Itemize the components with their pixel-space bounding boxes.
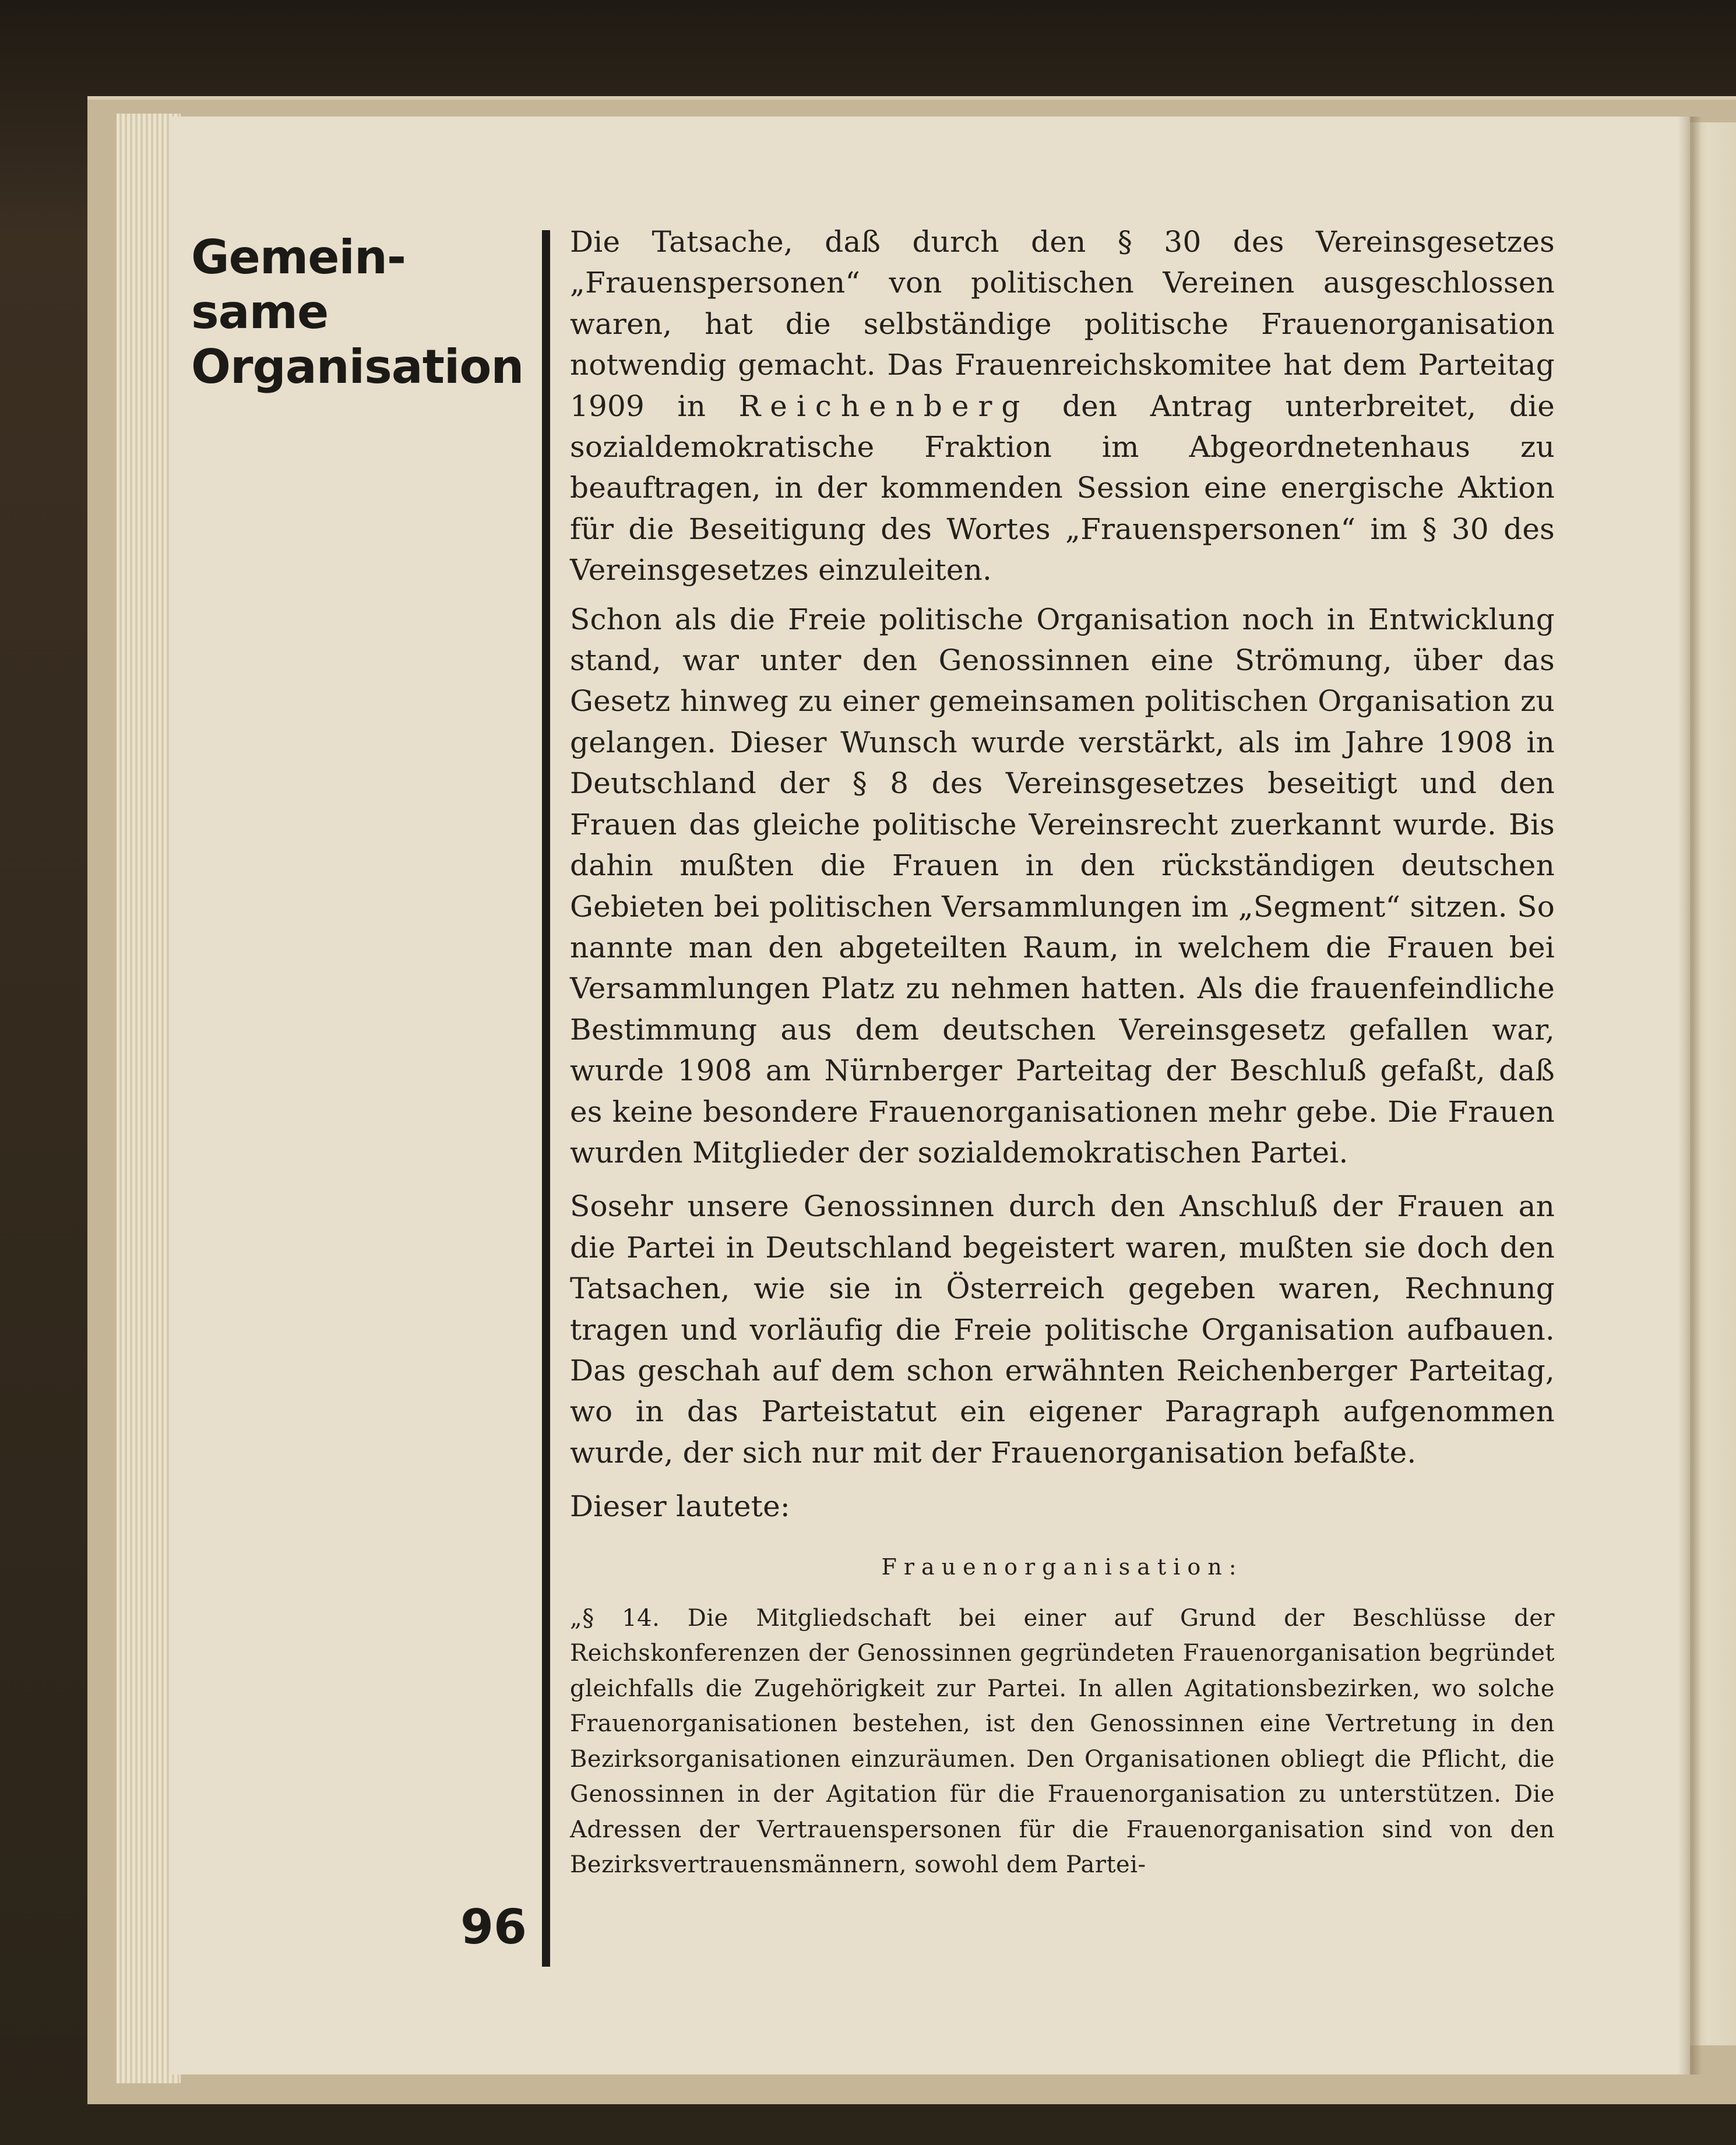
paragraph-text: den Antrag unterbreitet, die sozialdemokratische Fraktion im Abgeordnetenhaus zu beauftragen, in der kommenden Session eine energische Aktion für die Beseitigung des Wortes „Frauenspersonen“ im § 30 des Vereinsgesetzes einzuleiten. — [570, 389, 1555, 587]
page-number: 96 — [460, 1900, 527, 1955]
spine-shadow — [1678, 117, 1702, 2074]
vertical-rule — [542, 230, 550, 1967]
body-text — [570, 221, 1555, 1883]
section-subheading: Frauenorganisation: — [881, 1554, 1244, 1580]
paragraph: Sosehr unsere Genossinnen durch den Anschluß der Frauen an die Partei in Deutschland begeistert waren, mußten sie doch den Tatsachen, wie sie in Österreich gegeben waren, Rechnung tragen und vorläufig die Freie politische Organisation aufbauen. Das geschah auf dem schon erwähnten Reichenberger Parteitag, wo in das Parteistatut ein eigener Paragraph aufgenommen wurde, der sich nur mit der Frauenorganisation befaßte. — [570, 1189, 1555, 1470]
paragraph-text: Die Tatsache, daß durch den § 30 des Vereinsgesetzes „Frauenspersonen“ von politischen Vereinen ausgeschlossen waren, hat die selbständige politische Frauenorganisation notwendig gemacht. Das Frauenreichskomitee hat dem Parteitag 1909 in — [570, 225, 1555, 423]
statute-quote: „§ 14. Die Mitgliedschaft bei einer auf Grund der Beschlüsse der Reichskonferenzen der Genossinnen gegründeten Frauenorganisation begründet gleichfalls die Zugehörigkeit zur Partei. In allen Agitationsbezirken, wo solche Frauenorganisationen bestehen, ist den Genossinnen eine Vertretung in den Bezirksorganisationen einzuräumen. Den Organisationen obliegt die Pflicht, die Genossinnen in der Agitation für die Frauenorganisation zu unterstützen. Die Adressen der Vertrauenspersonen für die Frauenorganisation sind von den Bezirksvertrauensmännern, sowohl dem Partei- — [570, 1604, 1555, 1879]
sidebar-heading-line: Organisation — [191, 340, 524, 394]
paragraph: Dieser lautete: — [570, 1489, 790, 1524]
paragraph — [570, 221, 1555, 591]
sidebar-heading-line: same — [191, 285, 329, 339]
paragraph: Schon als die Freie politische Organisation noch in Entwicklung stand, war unter den Genossinnen eine Strömung, über das Gesetz hinweg zu einer gemeinsamen politischen Organisation zu gelangen. Dieser Wunsch wurde verstärkt, als im Jahre 1908 in Deutschland der § 8 des Vereinsgesetzes beseitigt und den Frauen das gleiche politische Vereinsrecht zuerkannt wurde. Bis dahin mußten die Frauen in den rückständigen deutschen Gebieten bei politischen Versammlungen im „Segment“ sitzen. So nannte man den abgeteilten Raum, in welchem die Frauen bei Versammlungen Platz zu nehmen hatten. Als die frauenfeindliche Bestimmung aus dem deutschen Vereinsgesetz gefallen war, wurde 1908 am Nürnberger Parteitag der Beschluß gefaßt, daß es keine besondere Frauenorganisationen mehr gebe. Die Frauen wurden Mitglieder der sozialdemokratischen Partei. — [570, 602, 1555, 1170]
sidebar-heading-line: Gemein- — [191, 230, 406, 284]
sidebar-heading — [191, 230, 535, 395]
spaced-name: Reichenberg — [738, 389, 1030, 423]
